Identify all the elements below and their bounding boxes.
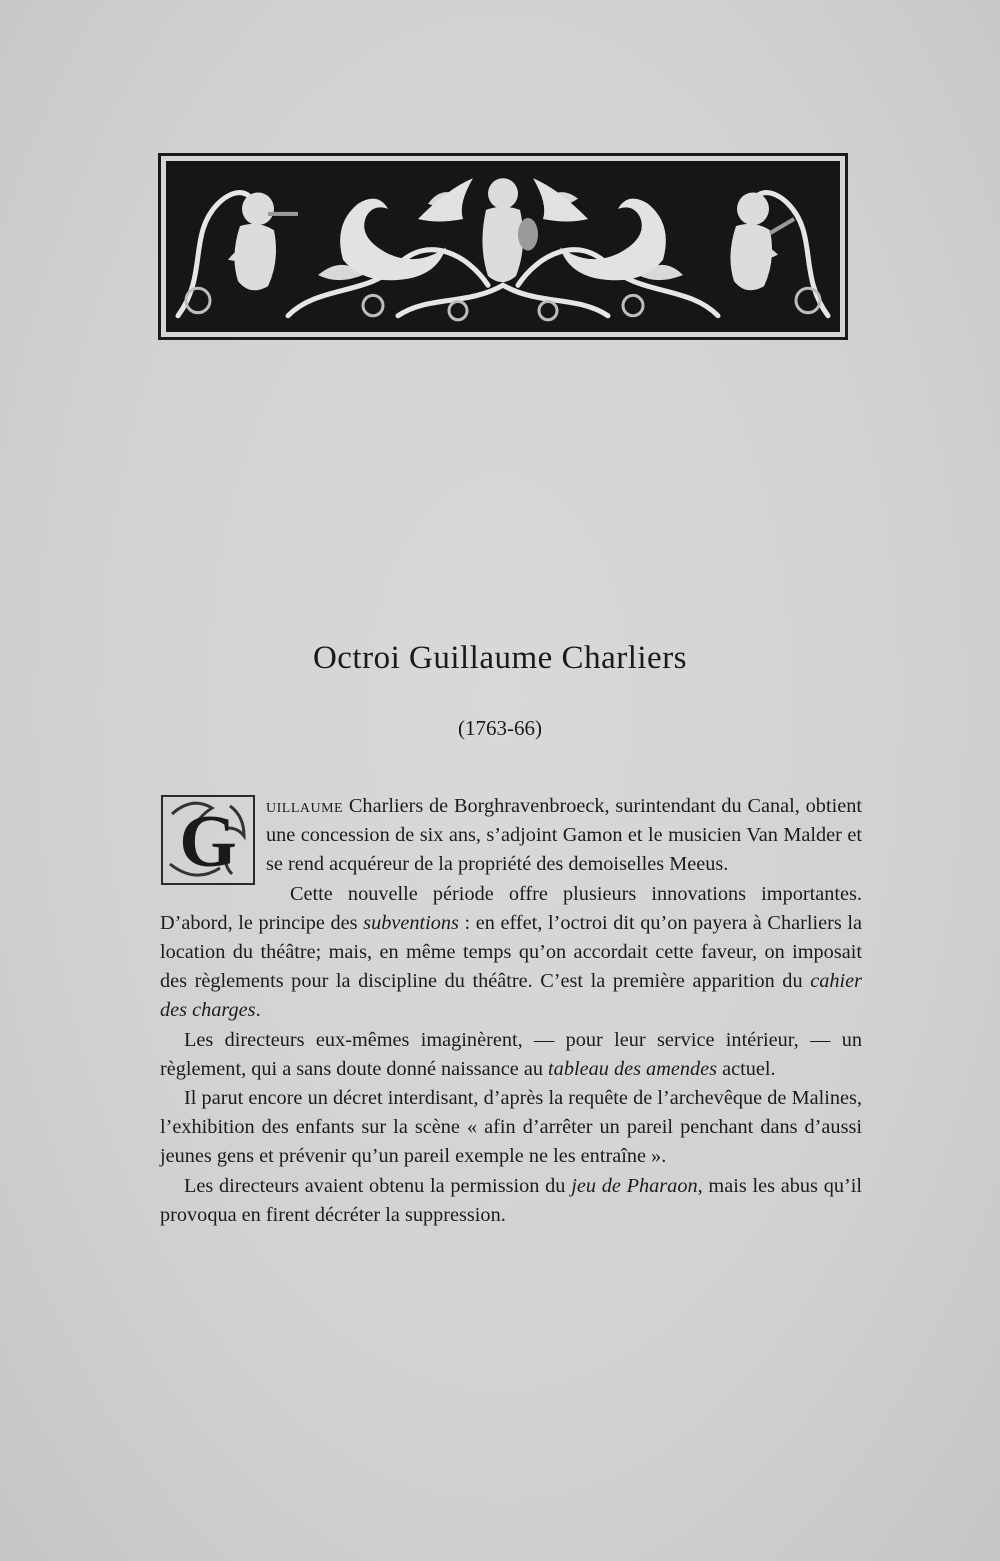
lead-word: uillaume <box>266 795 344 817</box>
chapter-title: Octroi Guillaume Charliers <box>312 640 688 676</box>
paragraph-2 <box>160 880 862 1026</box>
term-tableau-des-amendes: tableau des amendes <box>548 1057 718 1080</box>
dropcap-g-icon <box>160 794 256 886</box>
term-cahier-des-charges: cahier des charges <box>160 970 862 1022</box>
article-body <box>160 792 862 1230</box>
chapter-years: (1763-66) <box>458 716 542 740</box>
paragraph-4: Il parut encore un décret interdisant, d’après la requête de l’archevêque de Malines, l’exhibition des enfants sur la scène « afin d’arrêter un pareil penchant dans d’aussi jeunes gens et prévenir qu’un pareil exemple ne les entraîne ». <box>160 1087 862 1168</box>
paragraph-3 <box>160 1026 862 1084</box>
paragraph-3-text-a: Les directeurs eux-mêmes imaginèrent, — pour leur service intérieur, — un règlement, qui a sans doute donné naissance au <box>160 1028 862 1080</box>
paragraph-2-text-a: Cette nouvelle période offre plusieurs innovations importantes. D’abord, le principe des <box>160 882 862 934</box>
svg-text:G: G <box>179 801 237 883</box>
paragraph-5 <box>160 1172 862 1230</box>
paragraph-2-text-c: . <box>255 999 261 1022</box>
decorative-header-band-icon <box>168 163 838 330</box>
term-jeu-de-pharaon: jeu de Pharaon <box>571 1174 698 1197</box>
paragraph-1 <box>160 792 862 883</box>
term-subventions: subventions <box>363 911 459 934</box>
paragraph-3-text-b: actuel. <box>717 1057 776 1080</box>
paragraph-2-text-b: : en effet, l’octroi dit qu’on payera à Charliers la location du théâtre; mais, en même temps qu’on accordait cette faveur, on imposait des règlements pour la discipline du théâtre. C’est la première apparition du <box>160 911 862 993</box>
decorative-header-band <box>158 153 848 340</box>
paragraph-5-text-b: , mais les abus qu’il provoqua en firent décréter la suppression. <box>160 1174 863 1226</box>
ornament-frame <box>166 161 840 332</box>
paragraph-1-text: Charliers de Borghravenbroeck, surintendant du Canal, obtient une concession de six ans, s’adjoint Gamon et le musicien Van Malder et se rend acquéreur de la propriété des demoiselles Meeus. <box>266 795 862 876</box>
paragraph-5-text-a: Les directeurs avaient obtenu la permission du <box>184 1174 572 1197</box>
